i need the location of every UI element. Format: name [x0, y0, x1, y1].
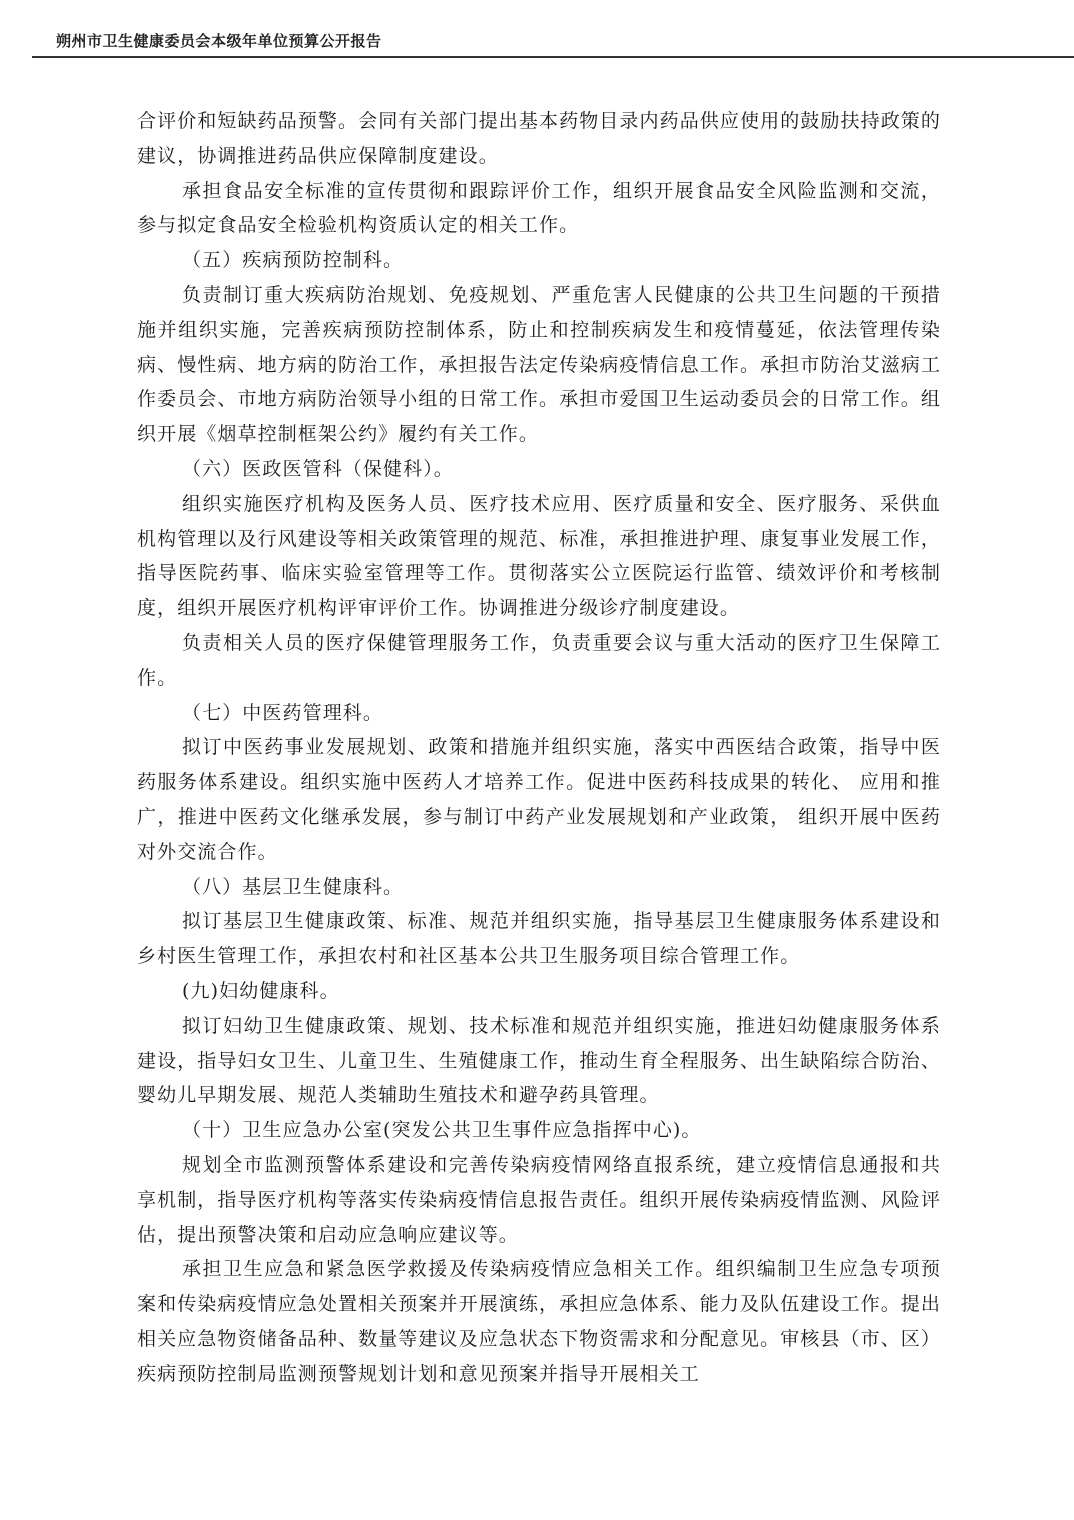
section-heading: （八）基层卫生健康科。 [182, 875, 404, 898]
section-heading: （七）中医药管理科。 [182, 701, 384, 724]
body-paragraph: 负责相关人员的医疗保健管理服务工作，负责重要会议与重大活动的医疗卫生保障工作。 [137, 631, 941, 689]
section-heading: (九)妇幼健康科。 [182, 979, 340, 1002]
section-heading: （六）医政医管科（保健科）。 [182, 457, 454, 480]
section-heading: （十）卫生应急办公室(突发公共卫生事件应急指挥中心)。 [182, 1119, 702, 1142]
body-paragraph: 合评价和短缺药品预警。会同有关部门提出基本药物目录内药品供应使用的鼓励扶持政策的建议，协调推进药品供应保障制度建设。 [137, 110, 942, 167]
section-heading: （五）疾病预防控制科。 [182, 249, 404, 272]
body-paragraph: 承担食品安全标准的宣传贯彻和跟踪评价工作，组织开展食品安全风险监测和交流，参与拟定食品安全检验机构资质认定的相关工作。 [137, 179, 941, 237]
body-paragraph: 拟订妇幼卫生健康政策、规划、技术标准和规范并组织实施，推进妇幼健康服务体系建设，指导妇女卫生、儿童卫生、生殖健康工作，推动生育全程服务、出生缺陷综合防治、婴幼儿早期发展、规范人类辅助生殖技术和避孕药具管理。 [137, 1014, 942, 1107]
body-paragraph: 承担卫生应急和紧急医学救援及传染病疫情应急相关工作。组织编制卫生应急专项预案和传染病疫情应急处置相关预案并开展演练，承担应急体系、能力及队伍建设工作。提出相关应急物资储备品种、数量等建议及应急状态下物资需求和分配意见。审核县（市、区）疾病预防控制局监测预警规划计划和意见预案并指导开展相关工 [137, 1258, 942, 1385]
document-body [137, 104, 941, 1391]
body-paragraph: 拟订基层卫生健康政策、标准、规范并组织实施，指导基层卫生健康服务体系建设和乡村医生管理工作，承担农村和社区基本公共卫生服务项目综合管理工作。 [137, 910, 941, 968]
body-paragraph: 组织实施医疗机构及医务人员、医疗技术应用、医疗质量和安全、医疗服务、采供血机构管理以及行风建设等相关政策管理的规范、标准，承担推进护理、康复事业发展工作，指导医院药事、临床实验室管理等工作。贯彻落实公立医院运行监管、绩效评价和考核制度，组织开展医疗机构评审评价工作。协调推进分级诊疗制度建设。 [137, 492, 942, 620]
header-title: 朔州市卫生健康委员会本级年单位预算公开报告 [56, 32, 382, 50]
body-paragraph: 拟订中医药事业发展规划、政策和措施并组织实施，落实中西医结合政策，指导中医药服务体系建设。组织实施中医药人才培养工作。促进中医药科技成果的转化、 应用和推广，推进中医药文化继承发展，参与制订中药产业发展规划和产业政策， 组织开展中医药对外交流合作。 [137, 736, 941, 863]
page-header [32, 26, 1074, 58]
body-paragraph: 规划全市监测预警体系建设和完善传染病疫情网络直报系统，建立疫情信息通报和共享机制，指导医疗机构等落实传染病疫情信息报告责任。组织开展传染病疫情监测、风险评估，提出预警决策和启动应急响应建议等。 [137, 1153, 942, 1246]
body-paragraph: 负责制订重大疾病防治规划、免疫规划、严重危害人民健康的公共卫生问题的干预措施并组织实施，完善疾病预防控制体系，防止和控制疾病发生和疫情蔓延，依法管理传染病、慢性病、地方病的防治工作，承担报告法定传染病疫情信息工作。承担市防治艾滋病工作委员会、市地方病防治领导小组的日常工作。承担市爱国卫生运动委员会的日常工作。组织开展《烟草控制框架公约》履约有关工作。 [137, 283, 942, 446]
